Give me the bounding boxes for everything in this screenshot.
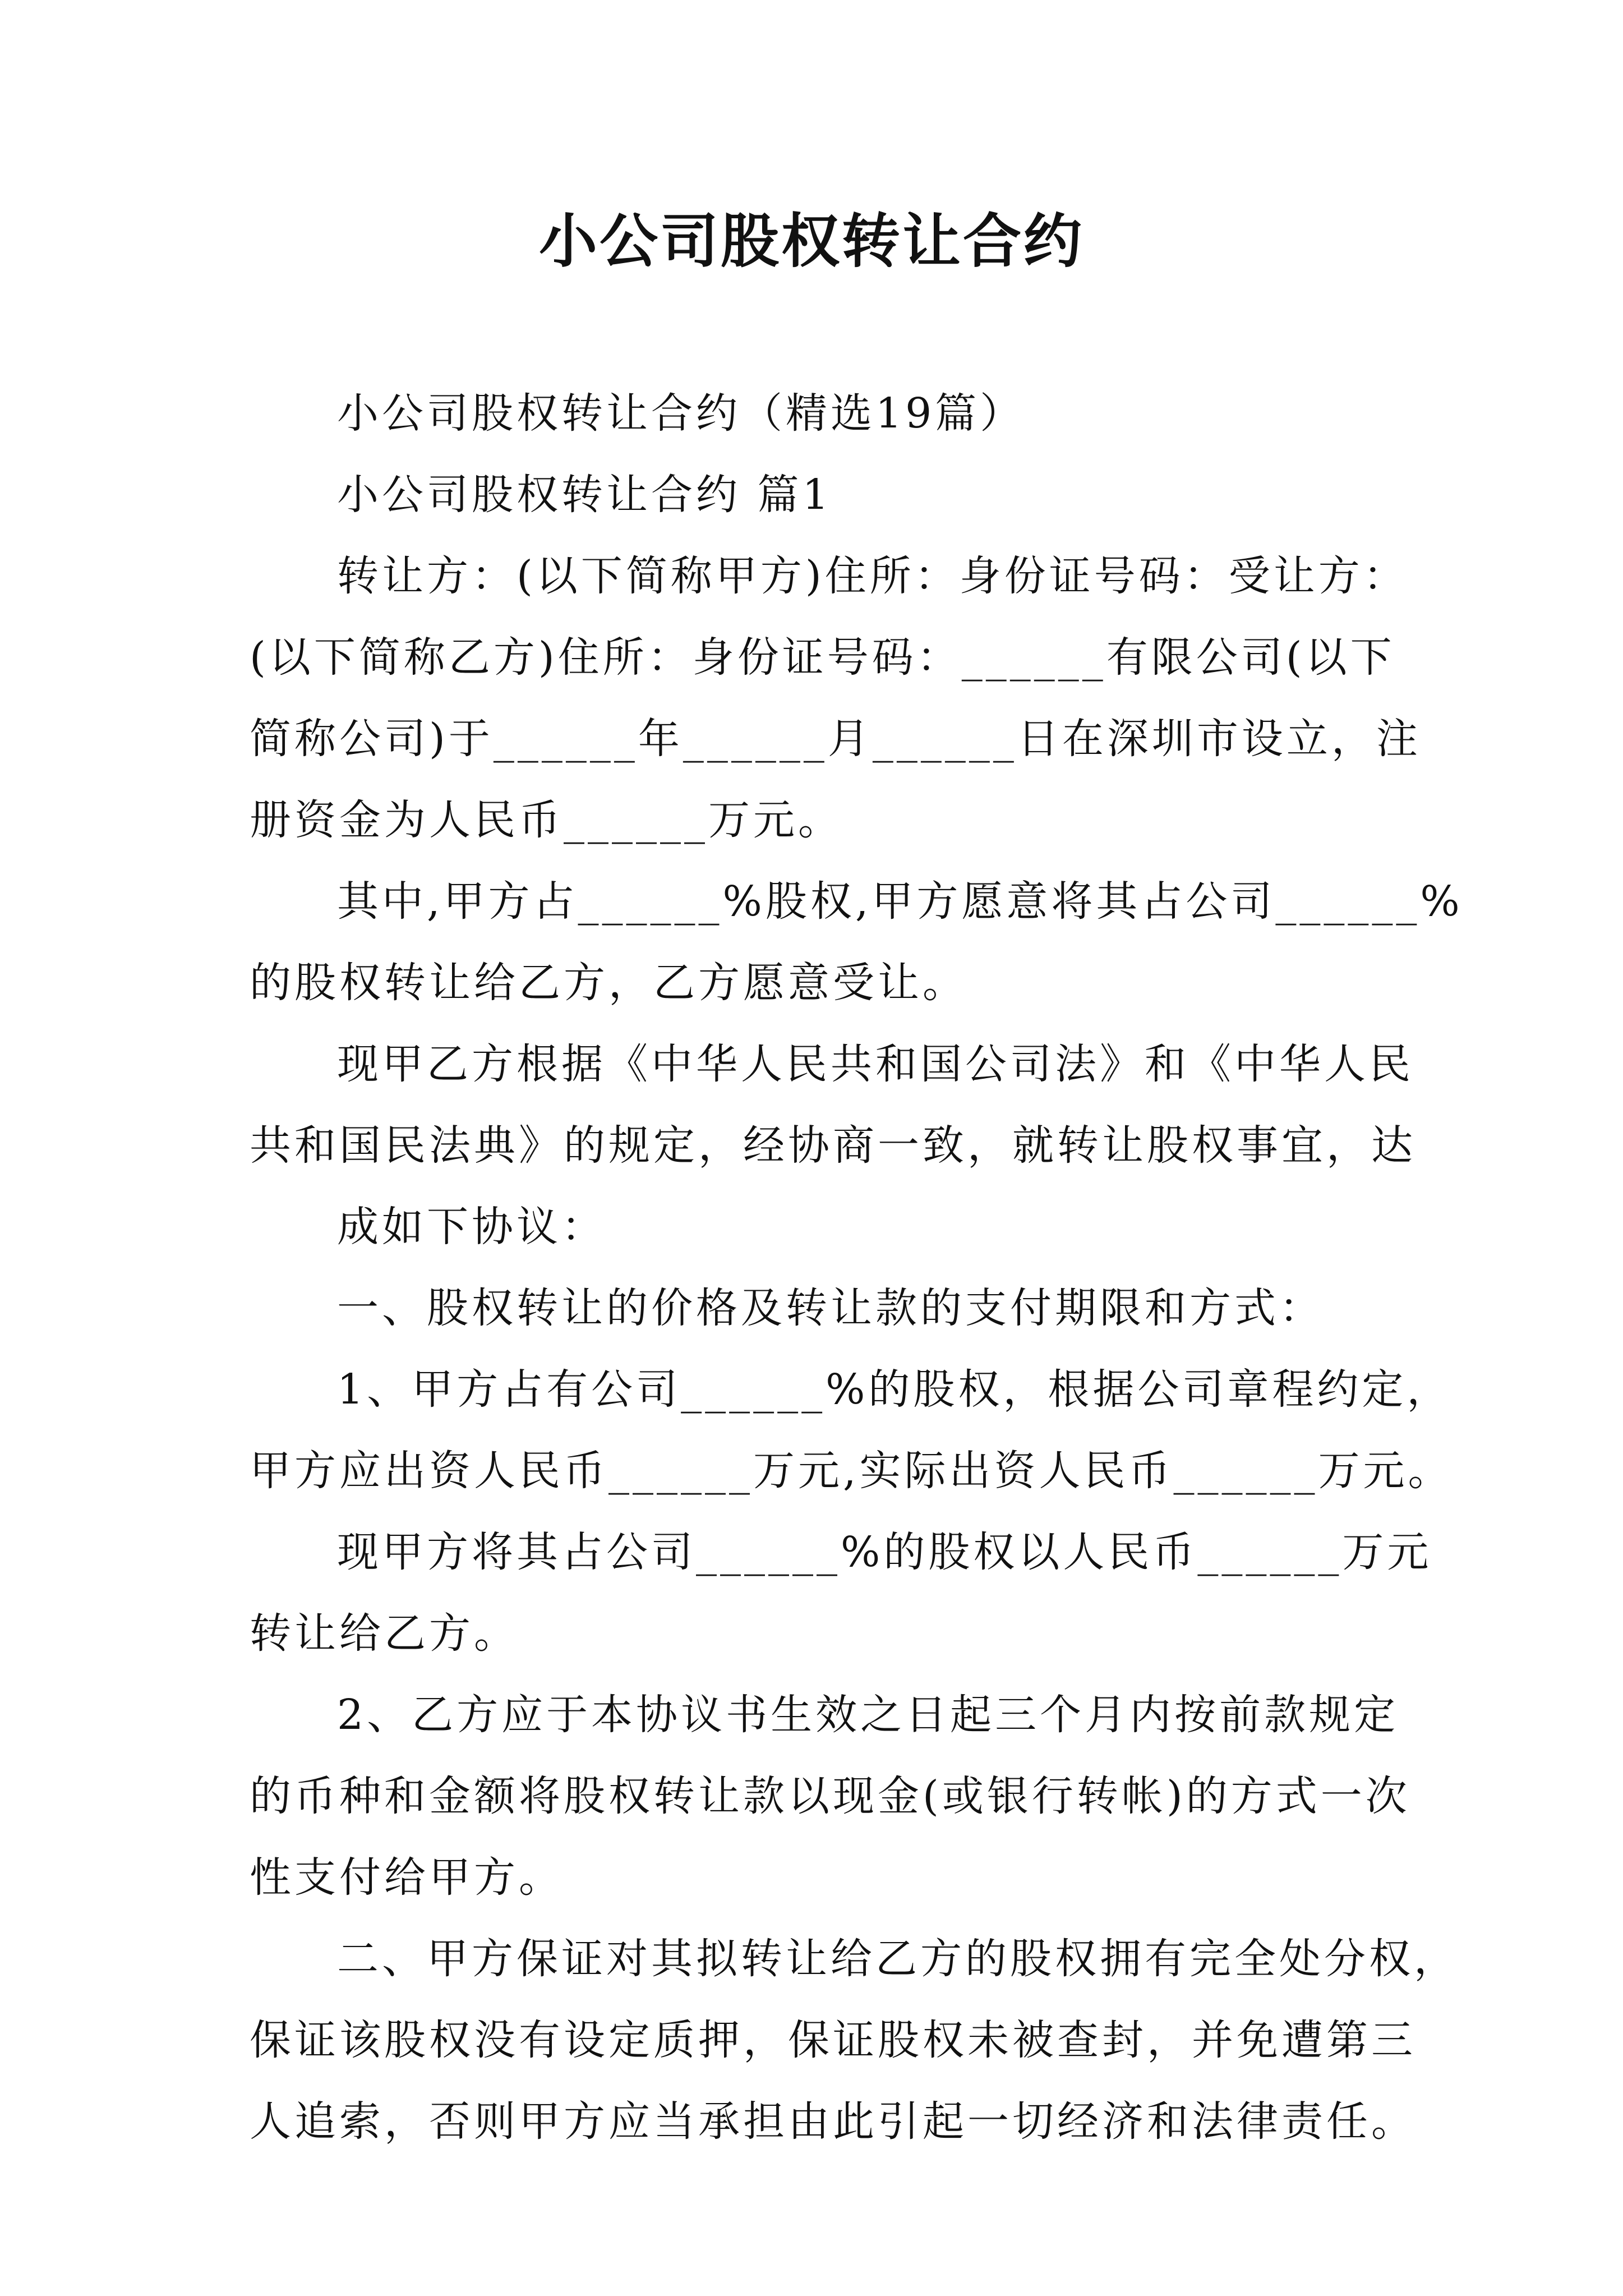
paragraph-line: 转让给乙方。: [250, 1609, 519, 1658]
paragraph-line: 现甲乙方根据《中华人民共和国公司法》和《中华人民: [337, 1040, 1414, 1088]
paragraph-line: (以下简称乙方)住所：身份证号码：______有限公司(以下: [250, 633, 1395, 682]
paragraph: [250, 536, 1421, 861]
paragraph: [250, 1268, 1394, 1349]
paragraph: [250, 1674, 1410, 1918]
paragraph: [250, 1024, 1416, 1186]
document-subtitle: 小公司股权转让合约（精选19篇）: [337, 389, 1025, 438]
paragraph-line: 2、乙方应于本协议书生效之日起三个月内按前款规定: [337, 1691, 1399, 1739]
paragraph-line: 1、甲方占有公司______%的股权，根据公司章程约定，: [337, 1365, 1452, 1414]
paragraph-line: 现甲方将其占公司______%的股权以人民币______万元: [337, 1528, 1432, 1576]
paragraph-line: 性支付给甲方。: [250, 1853, 564, 1902]
document-title: 小公司股权转让合约: [538, 206, 1084, 275]
paragraph-line: 的股权转让给乙方，乙方愿意受让。: [250, 959, 967, 1007]
paragraph-line: 一、股权转让的价格及转让款的支付期限和方式：: [337, 1284, 1324, 1332]
paragraph-line: 甲方应出资人民币______万元,实际出资人民币______万元。: [250, 1447, 1453, 1495]
paragraph-line: 册资金为人民币______万元。: [250, 796, 843, 844]
paragraph-line: 简称公司)于______年______月______日在深圳市设立，注: [250, 715, 1421, 763]
paragraph: [250, 861, 1463, 1024]
paragraph-line: 保证该股权没有设定质押，保证股权未被查封，并免遭第三: [250, 2016, 1416, 2064]
paragraph-line: 转让方：(以下简称甲方)住所：身份证号码：受让方：: [337, 552, 1408, 600]
paragraph: [250, 1512, 1432, 1674]
section-heading: 小公司股权转让合约 篇1: [337, 471, 832, 519]
paragraph-line: 人追索，否则甲方应当承担由此引起一切经济和法律责任。: [250, 2097, 1416, 2146]
paragraph-line: 二、甲方保证对其拟转让给乙方的股权拥有完全处分权，: [337, 1935, 1459, 1983]
paragraph-line: 成如下协议：: [337, 1203, 606, 1251]
paragraph-line: 共和国民法典》的规定，经协商一致，就转让股权事宜，达: [250, 1121, 1416, 1170]
paragraph-line: 的币种和金额将股权转让款以现金(或银行转帐)的方式一次: [250, 1772, 1410, 1820]
paragraph: [250, 1349, 1453, 1512]
paragraph: [250, 1186, 1394, 1268]
paragraph: [250, 1918, 1459, 2162]
document-body: [250, 373, 1463, 2162]
paragraph-line: 其中,甲方占______%股权,甲方愿意将其占公司______%: [337, 877, 1463, 926]
